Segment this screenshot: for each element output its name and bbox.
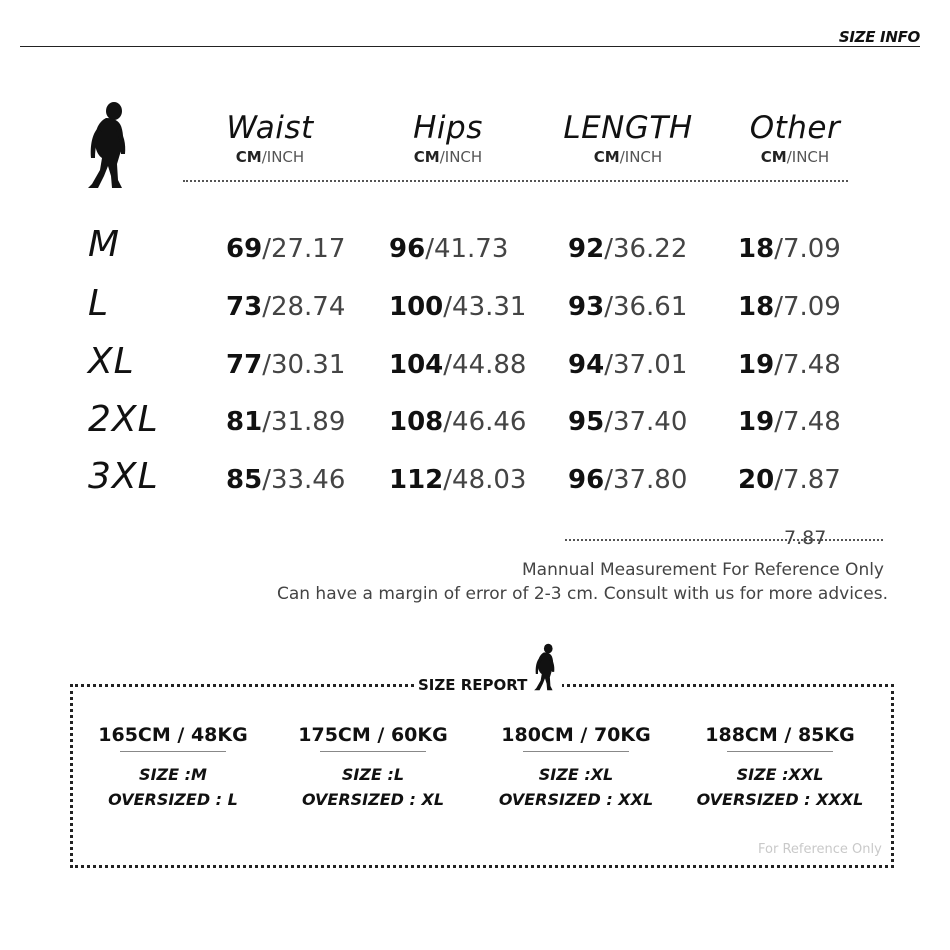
recommended-size: SIZE :XXL — [736, 765, 824, 784]
table-cell-waist: 73/28.74 — [226, 292, 346, 322]
human-figure-icon — [84, 100, 132, 194]
oversized-size: OVERSIZED : XXL — [498, 790, 654, 809]
size-report-entry — [273, 724, 473, 812]
table-cell-length: 93/36.61 — [568, 292, 688, 322]
notes-dotted-divider — [565, 539, 883, 541]
table-cell-length: 96/37.80 — [568, 465, 688, 495]
oversized-size: OVERSIZED : XXXL — [696, 790, 864, 809]
column-header-waist — [190, 110, 350, 166]
size-report-entry — [680, 724, 880, 812]
table-cell-other: 18/7.09 — [738, 234, 841, 264]
column-header-length — [548, 110, 708, 166]
column-unit: CM/INCH — [593, 148, 663, 166]
column-unit: CM/INCH — [235, 148, 305, 166]
column-header-hips — [368, 110, 528, 166]
table-cell-hips: 100/43.31 — [389, 292, 527, 322]
table-cell-hips: 108/46.46 — [389, 407, 527, 437]
table-cell-waist: 81/31.89 — [226, 407, 346, 437]
column-title: Hips — [413, 110, 483, 146]
entry-divider — [320, 751, 426, 752]
column-title: LENGTH — [563, 110, 693, 146]
entry-divider — [727, 751, 833, 752]
measurement-note: Mannual Measurement For Reference Only — [522, 560, 884, 580]
height-weight: 165CM / 48KG — [98, 724, 248, 746]
size-label-3xl: 3XL — [88, 456, 159, 497]
column-header-other — [715, 110, 875, 166]
height-weight: 175CM / 60KG — [298, 724, 448, 746]
size-label-2xl: 2XL — [88, 399, 159, 440]
table-cell-hips: 104/44.88 — [389, 350, 527, 380]
size-label-xl: XL — [88, 341, 135, 382]
height-weight: 180CM / 70KG — [501, 724, 651, 746]
size-label-l: L — [88, 283, 110, 324]
table-cell-length: 94/37.01 — [568, 350, 688, 380]
table-cell-waist: 77/30.31 — [226, 350, 346, 380]
column-title: Other — [749, 110, 841, 146]
human-figure-icon — [528, 642, 562, 696]
recommended-size: SIZE :L — [341, 765, 405, 784]
table-cell-hips: 112/48.03 — [389, 465, 527, 495]
reference-only-footnote: For Reference Only — [758, 842, 882, 857]
header-dotted-divider — [183, 180, 848, 182]
error-margin-note: Can have a margin of error of 2-3 cm. Consult with us for more advices. — [276, 584, 888, 604]
header-divider — [20, 46, 920, 47]
table-cell-waist: 85/33.46 — [226, 465, 346, 495]
table-cell-other: 19/7.48 — [738, 407, 841, 437]
oversized-size: OVERSIZED : L — [108, 790, 238, 809]
table-cell-other: 18/7.09 — [738, 292, 841, 322]
column-unit: CM/INCH — [760, 148, 830, 166]
entry-divider — [523, 751, 629, 752]
table-cell-waist: 69/27.17 — [226, 234, 346, 264]
column-title: Waist — [226, 110, 314, 146]
size-report-entry — [476, 724, 676, 812]
table-cell-other: 19/7.48 — [738, 350, 841, 380]
stray-value: 7.87 — [784, 527, 827, 549]
recommended-size: SIZE :XL — [538, 765, 614, 784]
entry-divider — [120, 751, 226, 752]
oversized-size: OVERSIZED : XL — [301, 790, 445, 809]
table-cell-other: 20/7.87 — [738, 465, 841, 495]
size-label-m: M — [88, 224, 121, 265]
size-report-title: SIZE REPORT — [418, 676, 528, 694]
recommended-size: SIZE :M — [139, 765, 207, 784]
table-cell-length: 95/37.40 — [568, 407, 688, 437]
size-info-title: SIZE INFO — [838, 28, 920, 46]
table-cell-length: 92/36.22 — [568, 234, 688, 264]
table-cell-hips: 96/41.73 — [389, 234, 509, 264]
height-weight: 188CM / 85KG — [705, 724, 855, 746]
size-report-entry — [73, 724, 273, 812]
column-unit: CM/INCH — [413, 148, 483, 166]
